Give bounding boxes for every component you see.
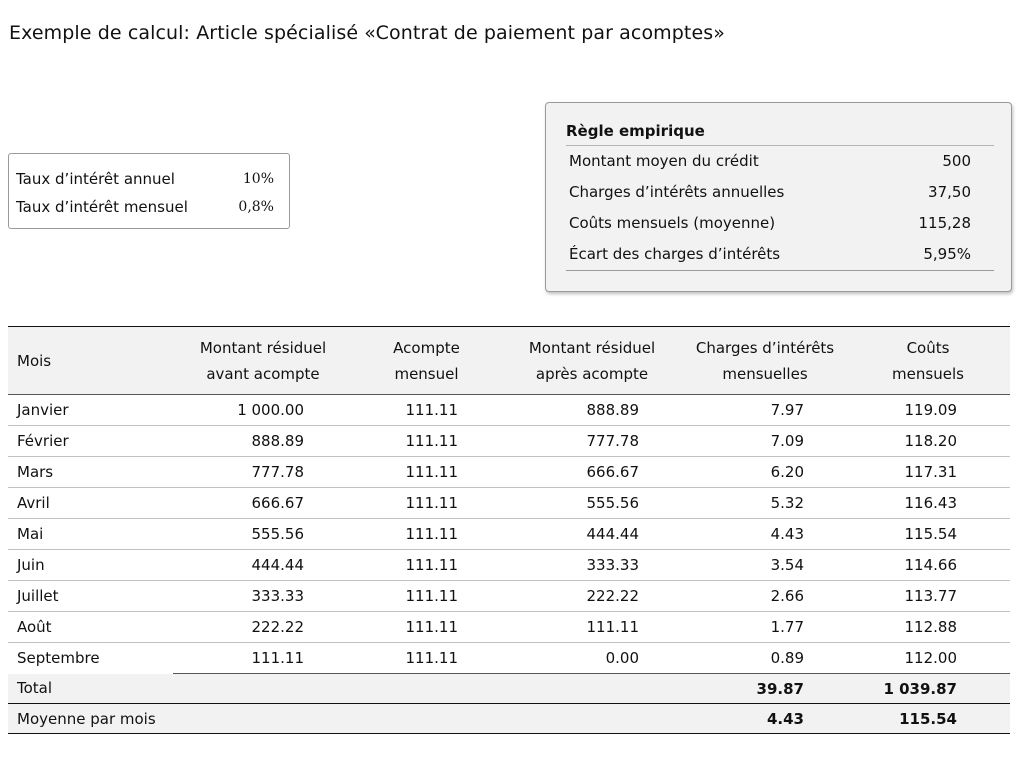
header-monthly-costs: Coûts mensuels <box>846 327 1010 395</box>
interest-cell: 5.32 <box>684 488 846 519</box>
balance-after-cell: 444.44 <box>500 519 684 550</box>
costs-cell: 113.77 <box>846 581 1010 612</box>
month-cell: Février <box>8 426 173 457</box>
balance-before-cell: 777.78 <box>173 457 353 488</box>
rule-row-average-credit <box>566 146 994 177</box>
balance-after-cell: 333.33 <box>500 550 684 581</box>
header-balance-before: Montant résiduel avant acompte <box>173 327 353 395</box>
header-month: Mois <box>8 327 173 395</box>
table-row <box>8 550 1010 581</box>
annual-rate-row <box>16 167 274 191</box>
interest-cell: 1.77 <box>684 612 846 643</box>
table-average-row <box>8 704 1010 734</box>
month-cell: Septembre <box>17 649 100 668</box>
balance-before-cell: 666.67 <box>173 488 353 519</box>
interest-cell: 6.20 <box>684 457 846 488</box>
installment-cell: 111.11 <box>353 643 500 674</box>
monthly-rate-label: Taux d’intérêt mensuel <box>16 198 188 216</box>
balance-before-cell: 1 000.00 <box>173 395 353 426</box>
header-monthly-interest: Charges d’intérêts mensuelles <box>684 327 846 395</box>
balance-after-cell: 111.11 <box>500 612 684 643</box>
rule-value: 5,95% <box>923 245 971 263</box>
balance-after-cell: 222.22 <box>500 581 684 612</box>
costs-cell: 118.20 <box>846 426 1010 457</box>
table-row <box>8 395 1010 426</box>
annual-rate-label: Taux d’intérêt annuel <box>16 170 175 188</box>
table-row <box>8 581 1010 612</box>
costs-cell: 117.31 <box>846 457 1010 488</box>
installment-cell: 111.11 <box>353 488 500 519</box>
balance-after-cell: 555.56 <box>500 488 684 519</box>
rule-label: Coûts mensuels (moyenne) <box>569 214 776 232</box>
interest-rates-box <box>8 153 290 229</box>
total-label: Total <box>8 674 173 704</box>
installment-cell: 111.11 <box>353 395 500 426</box>
table-row <box>8 426 1010 457</box>
table-row <box>8 457 1010 488</box>
annual-rate-value: 10% <box>242 171 274 187</box>
costs-cell: 115.54 <box>846 519 1010 550</box>
installment-table <box>8 326 1010 734</box>
rule-label: Montant moyen du crédit <box>569 152 759 170</box>
header-balance-after: Montant résiduel après acompte <box>500 327 684 395</box>
average-costs: 115.54 <box>846 704 1010 734</box>
monthly-rate-value: 0,8% <box>238 199 274 215</box>
installment-cell: 111.11 <box>353 457 500 488</box>
balance-before-cell: 444.44 <box>173 550 353 581</box>
table-row <box>8 519 1010 550</box>
installment-cell: 111.11 <box>353 426 500 457</box>
balance-before-cell: 333.33 <box>173 581 353 612</box>
balance-before-cell: 555.56 <box>173 519 353 550</box>
interest-cell: 7.09 <box>684 426 846 457</box>
rule-of-thumb-box <box>545 102 1012 292</box>
table-header-row <box>8 327 1010 395</box>
page-title: Exemple de calcul: Article spécialisé «Contrat de paiement par acomptes» <box>9 22 725 44</box>
costs-cell: 119.09 <box>846 395 1010 426</box>
average-label: Moyenne par mois <box>8 704 173 734</box>
balance-before-cell: 111.11 <box>173 643 353 674</box>
interest-cell: 7.97 <box>684 395 846 426</box>
rule-value: 500 <box>942 152 971 170</box>
balance-before-cell: 222.22 <box>173 612 353 643</box>
installment-cell: 111.11 <box>353 550 500 581</box>
costs-cell: 112.00 <box>846 643 1010 674</box>
table-row <box>8 643 1010 674</box>
interest-cell: 0.89 <box>684 643 846 674</box>
costs-cell: 112.88 <box>846 612 1010 643</box>
month-cell: Janvier <box>8 395 173 426</box>
interest-cell: 3.54 <box>684 550 846 581</box>
month-cell: Mars <box>8 457 173 488</box>
interest-cell: 4.43 <box>684 519 846 550</box>
month-cell: Mai <box>8 519 173 550</box>
rule-row-annual-interest <box>566 177 994 208</box>
costs-cell: 116.43 <box>846 488 1010 519</box>
rule-of-thumb-table <box>566 115 994 271</box>
installment-cell: 111.11 <box>353 581 500 612</box>
total-interest: 39.87 <box>684 674 846 704</box>
interest-cell: 2.66 <box>684 581 846 612</box>
costs-cell: 114.66 <box>846 550 1010 581</box>
header-monthly-installment: Acompte mensuel <box>353 327 500 395</box>
month-cell: Avril <box>8 488 173 519</box>
rule-value: 37,50 <box>928 183 971 201</box>
month-cell: Juin <box>8 550 173 581</box>
table-row <box>8 612 1010 643</box>
monthly-rate-row <box>16 195 274 219</box>
installment-cell: 111.11 <box>353 612 500 643</box>
average-interest: 4.43 <box>684 704 846 734</box>
rule-value: 115,28 <box>918 214 971 232</box>
table-total-row <box>8 674 1010 704</box>
rule-row-interest-gap <box>566 239 994 271</box>
month-cell: Juillet <box>8 581 173 612</box>
rule-label: Écart des charges d’intérêts <box>569 245 781 263</box>
rule-heading: Règle empirique <box>566 115 994 146</box>
table-row <box>8 488 1010 519</box>
balance-after-cell: 0.00 <box>500 643 684 674</box>
balance-before-cell: 888.89 <box>173 426 353 457</box>
balance-after-cell: 666.67 <box>500 457 684 488</box>
rule-label: Charges d’intérêts annuelles <box>569 183 785 201</box>
rule-row-monthly-costs <box>566 208 994 239</box>
total-costs: 1 039.87 <box>846 674 1010 704</box>
balance-after-cell: 777.78 <box>500 426 684 457</box>
balance-after-cell: 888.89 <box>500 395 684 426</box>
installment-cell: 111.11 <box>353 519 500 550</box>
month-cell: Août <box>8 612 173 643</box>
